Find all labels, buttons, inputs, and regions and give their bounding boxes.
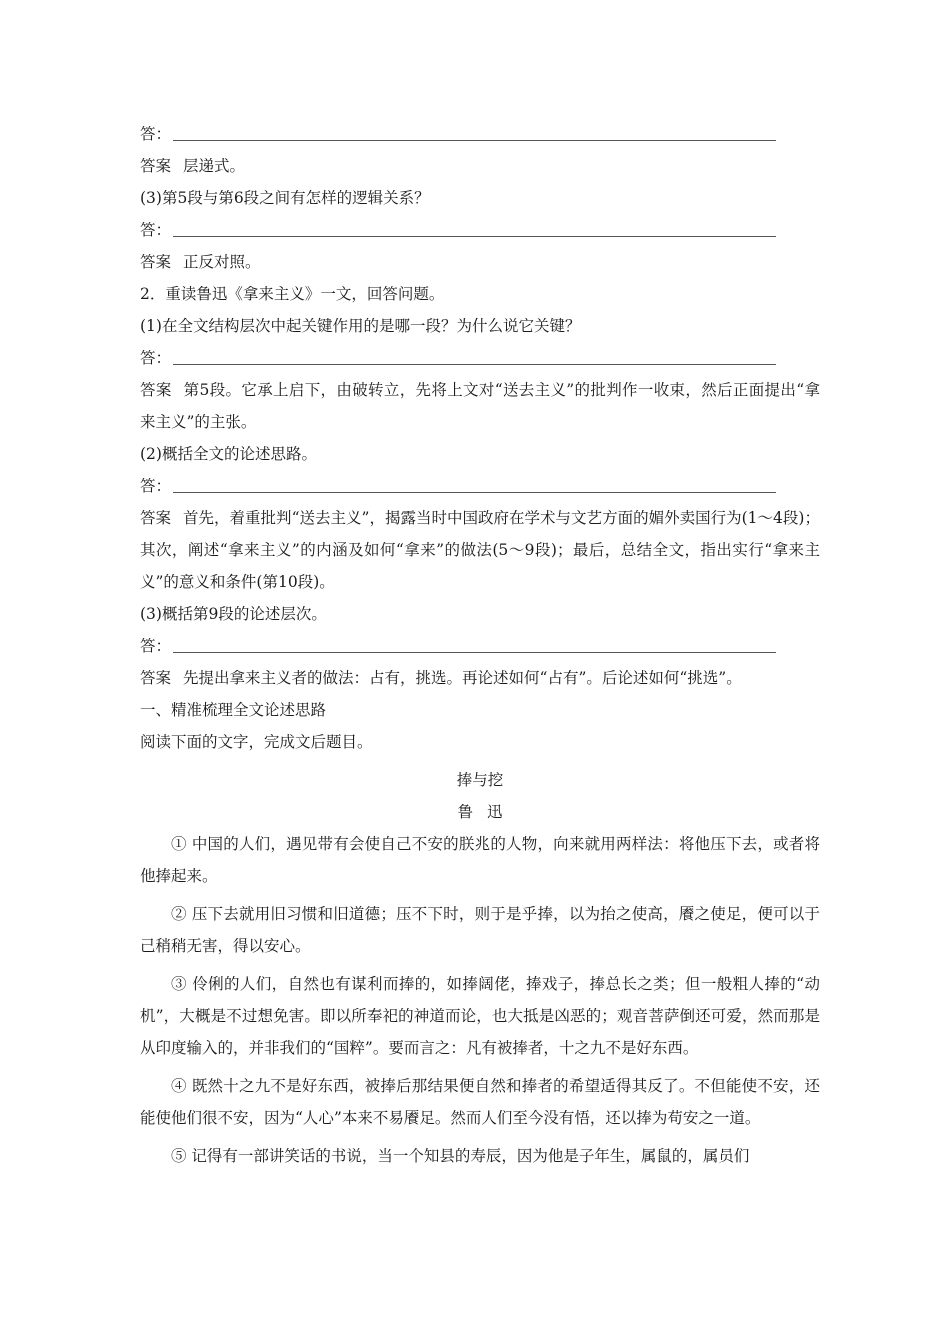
question-text: (3)第5段与第6段之间有怎样的逻辑关系？ bbox=[140, 189, 430, 207]
question-text: (1)在全文结构层次中起关键作用的是哪一段？为什么说它关键？ bbox=[140, 317, 581, 335]
answer-blank[interactable] bbox=[140, 118, 820, 150]
answer-text bbox=[140, 246, 820, 278]
task-heading: 2．重读鲁迅《拿来主义》一文，回答问题。 bbox=[140, 285, 445, 303]
article-author: 鲁迅 bbox=[457, 803, 517, 821]
article-paragraph: ① 中国的人们，遇见带有会使自己不安的朕兆的人物，向来就用两样法：将他压下去，或者将他捧起来。 bbox=[140, 835, 820, 885]
answer-content: 第5段。它承上启下，由破转立，先将上文对“送去主义”的批判作一收束，然后正面提出“拿来主义”的主张。 bbox=[140, 381, 820, 431]
answer-blank[interactable] bbox=[140, 342, 820, 374]
answer-prompt: 答： bbox=[140, 349, 172, 367]
answer-prompt: 答： bbox=[140, 477, 172, 495]
answer-prompt: 答： bbox=[140, 637, 172, 655]
answer-content: 正反对照。 bbox=[183, 253, 261, 271]
reading-instruction: 阅读下面的文字，完成文后题目。 bbox=[140, 733, 373, 751]
answer-content: 首先，着重批判“送去主义”，揭露当时中国政府在学术与文艺方面的媚外卖国行为(1～4段)；其次，阐述“拿来主义”的内涵及如何“拿来”的做法(5～9段)；最后，总结全文，指出实行“拿来主义”的意义和条件(第10段)。 bbox=[140, 509, 820, 591]
section-heading: 一、精准梳理全文论述思路 bbox=[140, 701, 327, 719]
answer-content: 层递式。 bbox=[183, 157, 246, 175]
answer-label: 答案 bbox=[140, 669, 172, 687]
article-paragraph: ⑤ 记得有一部讲笑话的书说，当一个知县的寿辰，因为他是子年生，属鼠的，属员们 bbox=[171, 1147, 750, 1165]
answer-blank[interactable] bbox=[140, 630, 820, 662]
answer-underline bbox=[173, 236, 776, 237]
answer-prompt: 答： bbox=[140, 221, 172, 239]
answer-text bbox=[140, 374, 820, 438]
answer-text bbox=[140, 150, 820, 182]
answer-label: 答案 bbox=[140, 381, 172, 399]
answer-text bbox=[140, 502, 820, 598]
article-paragraph: ④ 既然十之九不是好东西，被捧后那结果便自然和捧者的希望适得其反了。不但能使不安，还能使他们很不安，因为“人心”本来不易餍足。然而人们至今没有悟，还以捧为苟安之一道。 bbox=[140, 1077, 820, 1127]
answer-underline bbox=[173, 140, 776, 141]
article-paragraph: ② 压下去就用旧习惯和旧道德；压不下时，则于是乎捧，以为抬之使高，餍之使足，便可以于己稍稍无害，得以安心。 bbox=[140, 905, 820, 955]
article-paragraph: ③ 伶俐的人们，自然也有谋利而捧的，如捧阔佬，捧戏子，捧总长之类；但一般粗人捧的“动机”，大概是不过想免害。即以所奉祀的神道而论，也大抵是凶恶的；观音菩萨倒还可爱，然而那是从印度输入的，并非我们的“国粹”。要而言之：凡有被捧者，十之九不是好东西。 bbox=[140, 975, 820, 1057]
answer-underline bbox=[173, 492, 776, 493]
answer-prompt: 答： bbox=[140, 125, 172, 143]
answer-text bbox=[140, 662, 820, 694]
question-text: (3)概括第9段的论述层次。 bbox=[140, 605, 327, 623]
answer-underline bbox=[173, 364, 776, 365]
article-title: 捧与挖 bbox=[456, 771, 504, 789]
answer-content: 先提出拿来主义者的做法：占有，挑选。再论述如何“占有”。后论述如何“挑选”。 bbox=[183, 669, 742, 687]
answer-underline bbox=[173, 652, 776, 653]
answer-label: 答案 bbox=[140, 157, 172, 175]
answer-label: 答案 bbox=[140, 253, 172, 271]
page-content bbox=[140, 118, 820, 1172]
question-text: (2)概括全文的论述思路。 bbox=[140, 445, 317, 463]
answer-blank[interactable] bbox=[140, 470, 820, 502]
answer-label: 答案 bbox=[140, 509, 172, 527]
answer-blank[interactable] bbox=[140, 214, 820, 246]
